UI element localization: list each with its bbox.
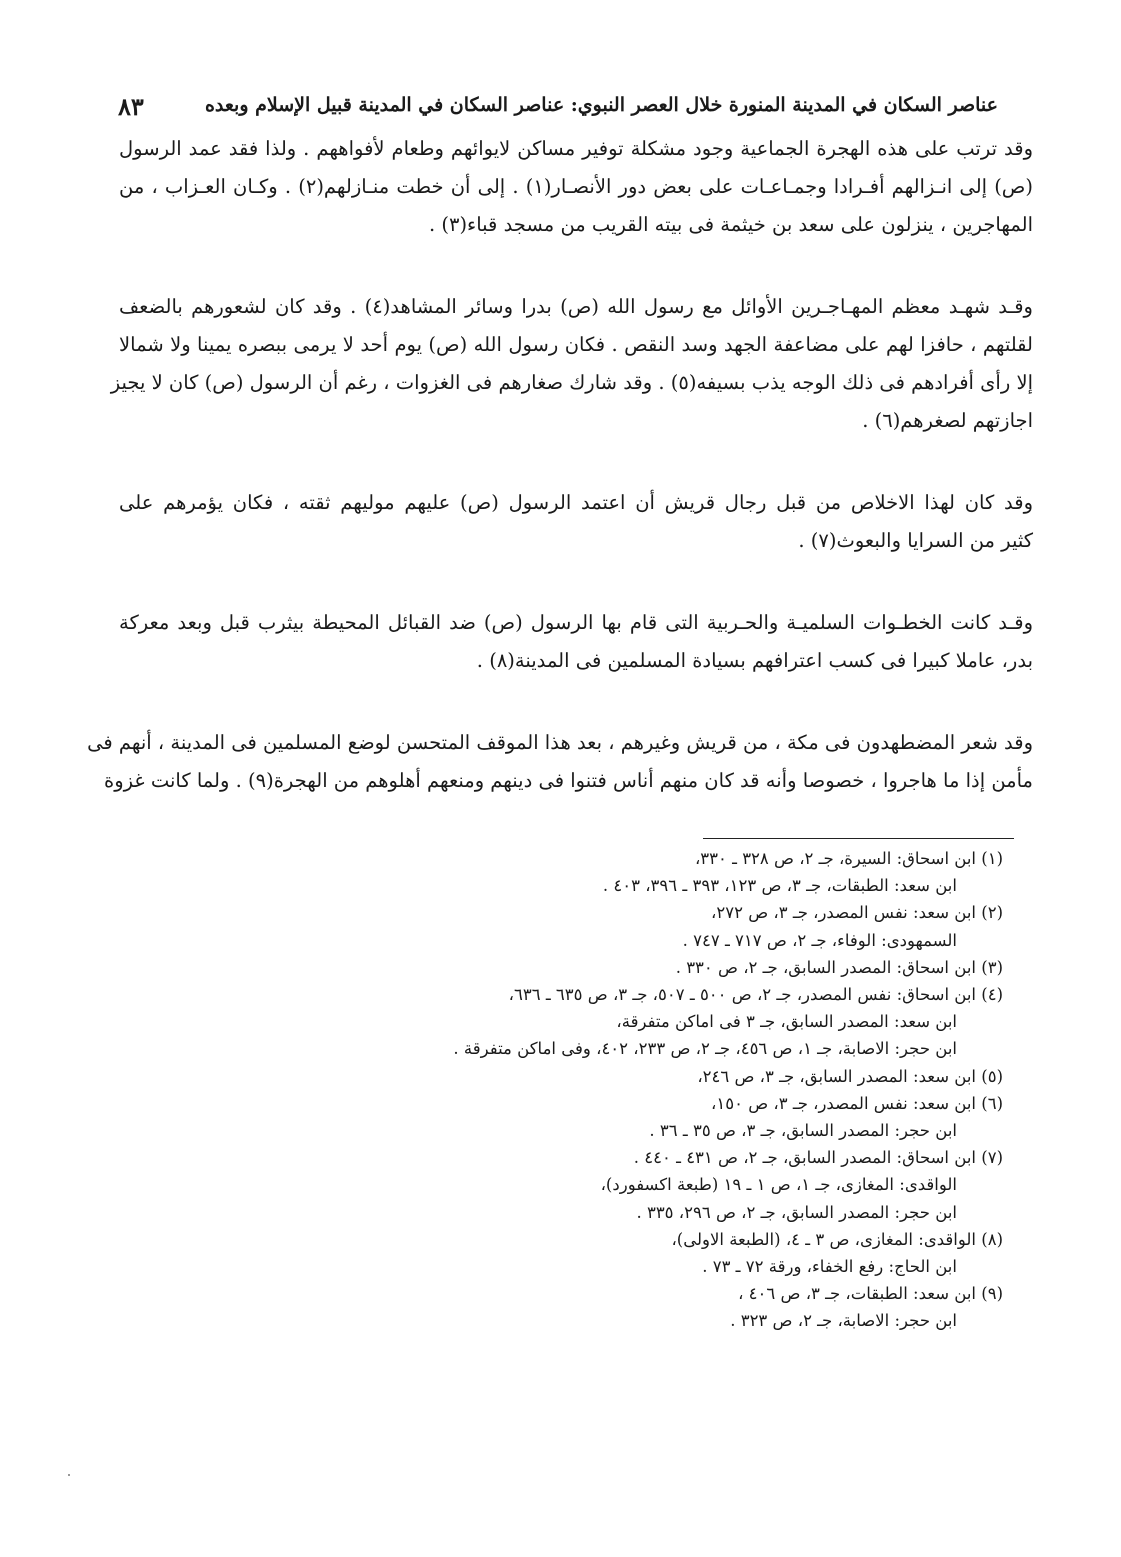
scan-speck [68, 1474, 70, 1476]
text-line: وقـد شهـد معظم المهـاجـرين الأوائل مع رسول الله (ص) بدرا وسائر المشاهد(٤) . وقد كان لشعورهم بالضعف [119, 295, 1033, 318]
footnote-line: الواقدى: المغازى، جـ ١، ص ١ ـ ١٩ (طبعة اكسفورد)، [600, 1175, 957, 1195]
footnote-line: السمهودى: الوفاء، جـ ٢، ص ٧١٧ ـ ٧٤٧ . [682, 930, 957, 950]
footnote-line: ابن سعد: المصدر السابق، جـ ٣ فى اماكن متفرقة، [616, 1012, 957, 1032]
footnote-separator [703, 838, 1014, 839]
footnote-line: (٧) ابن اسحاق: المصدر السابق، جـ ٢، ص ٤٣١ ـ ٤٤٠ . [633, 1148, 1003, 1168]
footnote-line: ابن حجر: الاصابة، جـ ١، ص ٤٥٦، جـ ٢، ص ٢٣٣، ٤٠٢، وفى اماكن متفرقة . [453, 1039, 957, 1059]
footnote-line: ابن الحاج: رفع الخفاء، ورقة ٧٢ ـ ٧٣ . [702, 1257, 957, 1277]
footnote-line: ابن حجر: المصدر السابق، جـ ٢، ص ٢٩٦، ٣٣٥ . [636, 1202, 957, 1222]
text-line: كثير من السرايا والبعوث(٧) . [798, 529, 1033, 552]
footnote-line: (٢) ابن سعد: نفس المصدر، جـ ٣، ص ٢٧٢، [711, 903, 1003, 923]
footnote-line: ابن سعد: الطبقات، جـ ٣، ص ١٢٣، ٣٩٣ ـ ٣٩٦، ٤٠٣ . [602, 876, 957, 896]
paragraph [87, 724, 1033, 800]
paragraph [119, 484, 1033, 560]
running-title: عناصر السكان في المدينة المنورة خلال العصر النبوي: عناصر السكان في المدينة قبيل الإسلام وبعده [204, 94, 998, 116]
text-line: المهاجرين ، ينزلون على سعد بن خيثمة فى بيته القريب من مسجد قباء(٣) . [428, 213, 1033, 236]
text-line: اجازتهم لصغرهم(٦) . [862, 409, 1033, 432]
text-line: وقد شعر المضطهدون فى مكة ، من قريش وغيرهم ، بعد هذا الموقف المتحسن لوضع المسلمين فى المدينة ، أنهم فى [87, 731, 1033, 754]
text-line: بدر، عاملا كبيرا فى كسب اعترافهم بسيادة المسلمين فى المدينة(٨) . [476, 649, 1033, 672]
footnote-line: (٩) ابن سعد: الطبقات، جـ ٣، ص ٤٠٦ ، [738, 1284, 1003, 1304]
text-line: مأمن إذا ما هاجروا ، خصوصا وأنه قد كان منهم أناس فتنوا فى دينهم ومنعهم أهلوهم من الهجرة(٩) . ولما كانت غزوة [104, 769, 1033, 792]
text-line: وقد كان لهذا الاخلاص من قبل رجال قريش أن اعتمد الرسول (ص) عليهم موليهم ثقته ، فكان يؤمرهم على [119, 491, 1033, 514]
text-line: وقد ترتب على هذه الهجرة الجماعية وجود مشكلة توفير مساكن لايوائهم وطعام لأفواههم . ولذا فقد عمد الرسول [119, 137, 1033, 160]
footnote-line: ابن حجر: المصدر السابق، جـ ٣، ص ٣٥ ـ ٣٦ . [649, 1121, 957, 1141]
footnote-line: (٨) الواقدى: المغازى، ص ٣ ـ ٤، (الطبعة الاولى)، [671, 1229, 1003, 1249]
text-line: لقلتهم ، حافزا لهم على مضاعفة الجهد وسد النقص . فكان رسول الله (ص) يوم أحد لا يرمى ببصره يمينا ولا شمالا [119, 333, 1033, 356]
footnotes [243, 845, 1003, 1335]
body-text [87, 130, 1033, 844]
text-line: وقـد كانت الخطـوات السلميـة والحـربية التى قام بها الرسول (ص) ضد القبائل المحيطة بيثرب قبل وبعد معركة [119, 611, 1033, 634]
running-header [118, 92, 998, 120]
page-number: ٨٣ [118, 92, 144, 121]
footnote-line: (١) ابن اسحاق: السيرة، جـ ٢، ص ٣٢٨ ـ ٣٣٠، [694, 849, 1003, 868]
footnote-line: ابن حجر: الاصابة، جـ ٢، ص ٣٢٣ . [730, 1311, 957, 1331]
paragraph [119, 604, 1033, 680]
footnote-line: (٤) ابن اسحاق: نفس المصدر، جـ ٢، ص ٥٠٠ ـ ٥٠٧، جـ ٣، ص ٦٣٥ ـ ٦٣٦، [508, 985, 1003, 1005]
footnote-line: (٥) ابن سعد: المصدر السابق، جـ ٣، ص ٢٤٦، [697, 1066, 1003, 1086]
text-line: إلا رأى أفرادهم فى ذلك الوجه يذب بسيفه(٥) . وقد شارك صغارهم فى الغزوات ، رغم أن الرسول (ص) كان لا يجيز [110, 371, 1033, 394]
paragraph [119, 130, 1033, 244]
footnote-line: (٣) ابن اسحاق: المصدر السابق، جـ ٢، ص ٣٣٠ . [675, 957, 1003, 977]
paragraph [110, 288, 1033, 440]
text-line: (ص) إلى انـزالهم أفـرادا وجمـاعـات على بعض دور الأنصـار(١) . إلى أن خطت منـازلهم(٢) . وكـان العـزاب ، من [119, 175, 1033, 198]
footnote-line: (٦) ابن سعد: نفس المصدر، جـ ٣، ص ١٥٠، [711, 1093, 1003, 1113]
